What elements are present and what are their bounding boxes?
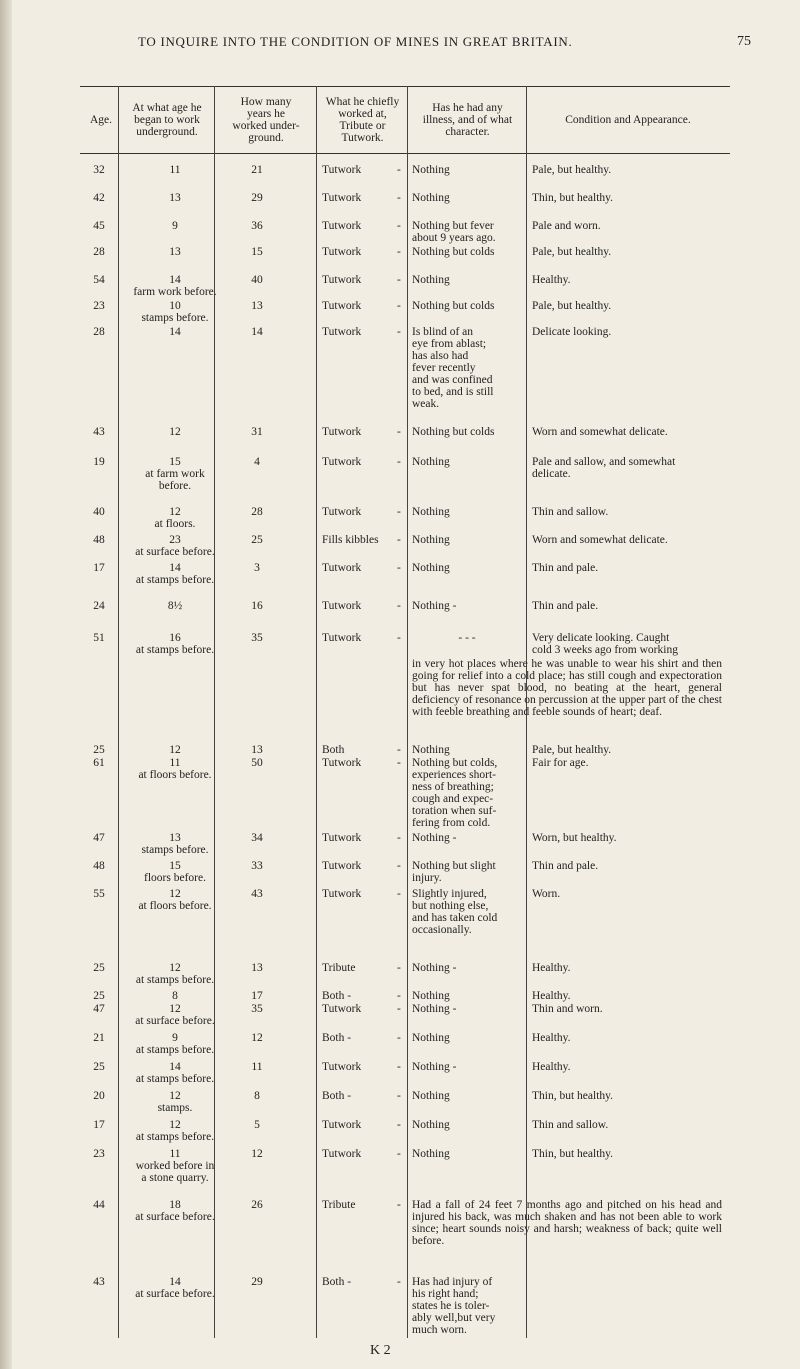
cell-illness: Nothing but colds <box>412 300 495 312</box>
cell-began: 8 <box>172 990 178 1002</box>
cell-worked: Tutwork <box>322 832 362 844</box>
cell-illness: Nothing <box>412 1090 450 1102</box>
leader-dash: - <box>397 990 401 1002</box>
cell-began: 11 <box>169 164 181 176</box>
cell-condition: Thin and worn. <box>532 1003 603 1015</box>
cell-years: 15 <box>251 246 263 258</box>
cell-age: 54 <box>93 274 105 286</box>
cell-illness: Nothing - <box>412 1061 457 1073</box>
cell-began: 12 at floors. <box>154 506 196 530</box>
cell-age: 24 <box>93 600 105 612</box>
cell-illness: Nothing but colds <box>412 246 495 258</box>
cell-age: 25 <box>93 990 105 1002</box>
cell-began: 23 at surface before. <box>135 534 215 558</box>
leader-dash: - <box>397 757 401 769</box>
header-title: TO INQUIRE INTO THE CONDITION OF MINES IN GREAT BRITAIN. <box>138 34 573 49</box>
cell-illness: Has had injury of his right hand; states he is toler- ably well,but very much worn. <box>412 1276 496 1336</box>
cell-age: 20 <box>93 1090 105 1102</box>
cell-age: 28 <box>93 246 105 258</box>
cell-condition: Thin and pale. <box>532 600 599 612</box>
cell-age: 47 <box>93 1003 105 1015</box>
cell-illness: Nothing <box>412 1032 450 1044</box>
cell-condition: Worn and somewhat delicate. <box>532 426 668 438</box>
leader-dash: - <box>397 888 401 900</box>
leader-dash: - <box>397 1148 401 1160</box>
leader-dash: - <box>397 192 401 204</box>
cell-illness: Nothing - <box>412 832 457 844</box>
leader-dash: - <box>397 1032 401 1044</box>
cell-worked: Tutwork <box>322 426 362 438</box>
cell-age: 32 <box>93 164 105 176</box>
leader-dash: - <box>397 1276 401 1288</box>
cell-years: 17 <box>251 990 263 1002</box>
leader-dash: - <box>397 274 401 286</box>
cell-worked: Tribute <box>322 1199 356 1211</box>
cell-worked: Both <box>322 744 345 756</box>
leader-dash: - <box>397 860 401 872</box>
cell-condition: Thin and sallow. <box>532 1119 609 1131</box>
cell-years: 21 <box>251 164 263 176</box>
leader-dash: - <box>397 326 401 338</box>
cell-years: 40 <box>251 274 263 286</box>
header-age: Age. <box>89 114 113 126</box>
cell-worked: Tutwork <box>322 600 362 612</box>
cell-condition: Worn. <box>532 888 561 900</box>
cell-worked: Tutwork <box>322 456 362 468</box>
cell-years: 50 <box>251 757 263 769</box>
cell-years: 28 <box>251 506 263 518</box>
cell-years: 4 <box>254 456 260 468</box>
cell-worked: Tutwork <box>322 1119 362 1131</box>
cell-years: 26 <box>251 1199 263 1211</box>
header-illness: Has he had any illness, and of what character. <box>422 102 513 138</box>
cell-age: 55 <box>93 888 105 900</box>
cell-years: 29 <box>251 1276 263 1288</box>
cell-began: 18 at surface before. <box>135 1199 215 1223</box>
cell-age: 25 <box>93 962 105 974</box>
cell-years: 12 <box>251 1032 263 1044</box>
cell-worked: Tutwork <box>322 192 362 204</box>
cell-illness: Nothing <box>412 506 450 518</box>
cell-condition: Pale, but healthy. <box>532 744 612 756</box>
leader-dash: - <box>397 832 401 844</box>
cell-illness: Nothing <box>412 192 450 204</box>
cell-began: 12 at stamps before. <box>135 962 215 986</box>
cell-condition: Worn, but healthy. <box>532 832 617 844</box>
row-note-paragraph: Had a fall of 24 feet 7 months ago and pitched on his head and injured his back, was much shaken and has not been able to work since; heart sounds noisy and harsh; weakness of back; quite well before. <box>412 1199 722 1247</box>
cell-began: 9 <box>172 220 178 232</box>
leader-dash: - <box>397 600 401 612</box>
cell-years: 36 <box>251 220 263 232</box>
cell-began: 13 <box>169 192 181 204</box>
leader-dash: - <box>397 426 401 438</box>
cell-worked: Tutwork <box>322 326 362 338</box>
cell-illness: Nothing <box>412 562 450 574</box>
cell-age: 40 <box>93 506 105 518</box>
cell-age: 28 <box>93 326 105 338</box>
cell-years: 13 <box>251 744 263 756</box>
cell-worked: Tutwork <box>322 506 362 518</box>
cell-began: 15 floors before. <box>144 860 206 884</box>
cell-worked: Fills kibbles <box>322 534 379 546</box>
cell-began: 12 at stamps before. <box>135 1119 215 1143</box>
leader-dash: - <box>397 962 401 974</box>
cell-condition: Pale and worn. <box>532 220 601 232</box>
cell-age: 21 <box>93 1032 105 1044</box>
cell-began: 16 at stamps before. <box>135 632 215 656</box>
leader-dash: - <box>397 1003 401 1015</box>
cell-age: 43 <box>93 426 105 438</box>
cell-years: 14 <box>251 326 263 338</box>
cell-years: 29 <box>251 192 263 204</box>
cell-age: 47 <box>93 832 105 844</box>
leader-dash: - <box>397 1090 401 1102</box>
leader-dash: - <box>397 300 401 312</box>
cell-condition: Thin and sallow. <box>532 506 609 518</box>
cell-worked: Both - <box>322 990 352 1002</box>
cell-began: 8½ <box>167 600 183 612</box>
cell-condition: Thin and pale. <box>532 562 599 574</box>
cell-illness: Nothing <box>412 990 450 1002</box>
cell-condition: Very delicate looking. Caught cold 3 weeks ago from working <box>532 632 678 656</box>
cell-worked: Tutwork <box>322 274 362 286</box>
cell-age: 25 <box>93 744 105 756</box>
cell-worked: Both - <box>322 1032 352 1044</box>
cell-age: 25 <box>93 1061 105 1073</box>
cell-years: 13 <box>251 300 263 312</box>
cell-illness: Nothing but fever about 9 years ago. <box>412 220 496 244</box>
cell-began: 12 stamps. <box>157 1090 193 1114</box>
cell-illness: Slightly injured, but nothing else, and has taken cold occasionally. <box>412 888 498 936</box>
cell-condition: Pale, but healthy. <box>532 246 612 258</box>
cell-years: 33 <box>251 860 263 872</box>
leader-dash: - <box>397 246 401 258</box>
cell-age: 17 <box>93 562 105 574</box>
cell-worked: Tutwork <box>322 757 362 769</box>
leader-dash: - <box>397 632 401 644</box>
leader-dash: - <box>397 220 401 232</box>
leader-dash: - <box>397 744 401 756</box>
cell-illness: Nothing <box>412 1119 450 1131</box>
leader-dash: - <box>397 1119 401 1131</box>
cell-began: 11 worked before in a stone quarry. <box>135 1148 215 1184</box>
cell-began: 12 at floors before. <box>138 888 212 912</box>
column-divider-3 <box>316 86 317 1338</box>
cell-began: 12 <box>169 744 181 756</box>
cell-condition: Healthy. <box>532 274 571 286</box>
cell-worked: Both - <box>322 1090 352 1102</box>
cell-worked: Tutwork <box>322 164 362 176</box>
cell-condition: Healthy. <box>532 962 571 974</box>
cell-condition: Pale, but healthy. <box>532 300 612 312</box>
page-number: 75 <box>737 34 751 49</box>
cell-age: 51 <box>93 632 105 644</box>
cell-began: 14 farm work before. <box>133 274 217 298</box>
table-top-rule <box>80 86 730 87</box>
leader-dash: - <box>397 506 401 518</box>
cell-began: 12 at surface before. <box>135 1003 215 1027</box>
cell-illness: Nothing <box>412 274 450 286</box>
header-years: How many years he worked under- ground. <box>232 96 300 144</box>
cell-worked: Tutwork <box>322 888 362 900</box>
cell-condition: Healthy. <box>532 1061 571 1073</box>
cell-age: 23 <box>93 300 105 312</box>
cell-illness: Nothing but colds <box>412 426 495 438</box>
cell-illness: Nothing <box>412 744 450 756</box>
cell-age: 48 <box>93 534 105 546</box>
cell-illness: Nothing but slight injury. <box>412 860 496 884</box>
cell-began: 14 at surface before. <box>135 1276 215 1300</box>
cell-years: 13 <box>251 962 263 974</box>
cell-illness: Is blind of an eye from ablast; has also had fever recently and was confined to bed, and is still weak. <box>412 326 494 410</box>
cell-age: 44 <box>93 1199 105 1211</box>
cell-illness: Nothing <box>412 164 450 176</box>
cell-age: 19 <box>93 456 105 468</box>
cell-years: 34 <box>251 832 263 844</box>
cell-years: 16 <box>251 600 263 612</box>
leader-dash: - <box>397 1199 401 1211</box>
cell-began: 13 <box>169 246 181 258</box>
cell-began: 15 at farm work before. <box>145 456 205 492</box>
row-note-paragraph: in very hot places where he was unable to wear his shirt and then going for relief into a cold place; has still cough and expectoration but has never spat blood, no beating at the heart, general deficiency of resonance on percussion at the upper part of the chest with feeble breathing and feeble sounds of heart; deaf. <box>412 658 722 718</box>
cell-condition: Worn and somewhat delicate. <box>532 534 668 546</box>
cell-illness: Nothing - <box>412 600 457 612</box>
header-condition: Condition and Appearance. <box>565 114 691 126</box>
cell-years: 8 <box>254 1090 260 1102</box>
cell-age: 45 <box>93 220 105 232</box>
cell-years: 25 <box>251 534 263 546</box>
leader-dash: - <box>397 562 401 574</box>
cell-condition: Pale, but healthy. <box>532 164 612 176</box>
cell-worked: Both - <box>322 1276 352 1288</box>
cell-began: 13 stamps before. <box>141 832 209 856</box>
cell-condition: Thin and pale. <box>532 860 599 872</box>
cell-worked: Tutwork <box>322 300 362 312</box>
cell-worked: Tutwork <box>322 562 362 574</box>
cell-age: 43 <box>93 1276 105 1288</box>
cell-began: 11 at floors before. <box>138 757 212 781</box>
cell-years: 11 <box>251 1061 263 1073</box>
cell-condition: Thin, but healthy. <box>532 1090 614 1102</box>
cell-age: 23 <box>93 1148 105 1160</box>
cell-age: 48 <box>93 860 105 872</box>
cell-age: 17 <box>93 1119 105 1131</box>
cell-years: 12 <box>251 1148 263 1160</box>
leader-dash: - <box>397 1061 401 1073</box>
cell-illness: Nothing <box>412 1148 450 1160</box>
cell-condition: Delicate looking. <box>532 326 612 338</box>
cell-worked: Tutwork <box>322 246 362 258</box>
cell-illness: Nothing but colds, experiences short- ness of breathing; cough and expec- toration when suf- fering from cold. <box>412 757 498 829</box>
cell-began: 9 at stamps before. <box>135 1032 215 1056</box>
cell-illness: Nothing - <box>412 962 457 974</box>
cell-condition: Thin, but healthy. <box>532 1148 614 1160</box>
header-bottom-rule <box>80 153 730 154</box>
cell-illness: Nothing <box>412 456 450 468</box>
cell-illness: Nothing - <box>412 1003 457 1015</box>
header-began: At what age he began to work underground. <box>132 102 202 138</box>
cell-began: 14 at stamps before. <box>135 1061 215 1085</box>
running-header <box>0 34 800 54</box>
cell-age: 61 <box>93 757 105 769</box>
cell-worked: Tribute <box>322 962 356 974</box>
cell-condition: Pale and sallow, and somewhat delicate. <box>532 456 676 480</box>
leader-dash: - <box>397 456 401 468</box>
cell-worked: Tutwork <box>322 1061 362 1073</box>
leader-dash: - <box>397 534 401 546</box>
cell-worked: Tutwork <box>322 1148 362 1160</box>
cell-years: 43 <box>251 888 263 900</box>
cell-began: 12 <box>169 426 181 438</box>
cell-worked: Tutwork <box>322 632 362 644</box>
cell-years: 35 <box>251 1003 263 1015</box>
cell-condition: Thin, but healthy. <box>532 192 614 204</box>
cell-condition: Healthy. <box>532 1032 571 1044</box>
leader-dash: - <box>397 164 401 176</box>
cell-worked: Tutwork <box>322 1003 362 1015</box>
cell-began: 14 <box>169 326 181 338</box>
cell-worked: Tutwork <box>322 860 362 872</box>
header-worked: What he chiefly worked at, Tribute or Tutwork. <box>325 96 400 144</box>
cell-years: 31 <box>251 426 263 438</box>
cell-condition: Fair for age. <box>532 757 589 769</box>
cell-began: 14 at stamps before. <box>135 562 215 586</box>
page-footer-signature: K 2 <box>370 1343 391 1358</box>
cell-age: 42 <box>93 192 105 204</box>
cell-worked: Tutwork <box>322 220 362 232</box>
cell-began: 10 stamps before. <box>141 300 209 324</box>
cell-years: 5 <box>254 1119 260 1131</box>
cell-illness: Nothing <box>412 534 450 546</box>
page-edge-shadow <box>0 0 12 1369</box>
cell-illness: - - - <box>458 632 476 644</box>
cell-condition: Healthy. <box>532 990 571 1002</box>
cell-years: 35 <box>251 632 263 644</box>
cell-years: 3 <box>254 562 260 574</box>
